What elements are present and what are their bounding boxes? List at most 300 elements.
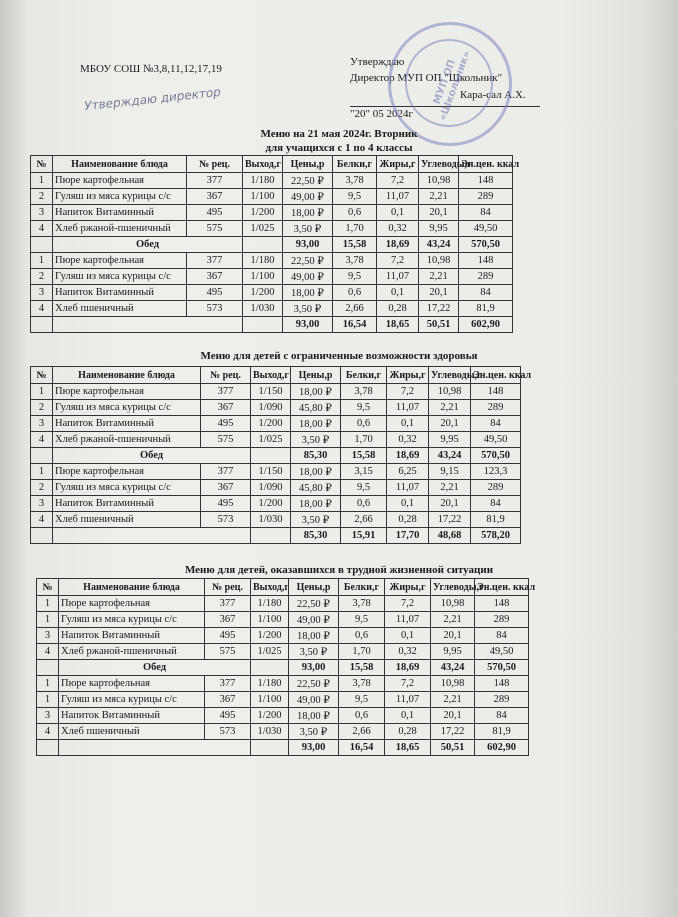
total-c: 50,51 <box>419 317 459 333</box>
column-header: № <box>31 156 53 173</box>
column-header: Белки,г <box>341 367 387 384</box>
dish-name: Напиток Витаминный <box>53 205 187 221</box>
dish-n: 4 <box>31 221 53 237</box>
dish-c: 2,21 <box>431 612 475 628</box>
dish-c: 2,21 <box>429 400 471 416</box>
dish-out: 1/030 <box>243 301 283 317</box>
total-c: 48,68 <box>429 528 471 544</box>
total-empty-cell <box>251 448 291 464</box>
dish-row <box>31 496 521 512</box>
total-empty-cell <box>37 660 59 676</box>
dish-rec: 495 <box>187 285 243 301</box>
section-caption-tzhs: Меню для детей, оказавшихся в трудной жизненной ситуации <box>184 564 494 576</box>
column-header: Белки,г <box>333 156 377 173</box>
total-p: 15,58 <box>339 660 385 676</box>
total-row <box>37 660 529 676</box>
dish-price: 49,00 ₽ <box>289 692 339 708</box>
dish-e: 148 <box>475 596 529 612</box>
dish-out: 1/150 <box>251 464 291 480</box>
total-empty-cell <box>251 528 291 544</box>
dish-p: 0,6 <box>339 708 385 724</box>
total-empty-cell <box>31 448 53 464</box>
dish-f: 11,07 <box>385 692 431 708</box>
dish-f: 11,07 <box>387 400 429 416</box>
stamp-text: МУП ОП «Школьник» <box>431 49 473 123</box>
dish-e: 289 <box>459 269 513 285</box>
dish-name: Хлеб пшеничный <box>53 512 201 528</box>
total-price: 85,30 <box>291 528 341 544</box>
dish-p: 3,78 <box>341 384 387 400</box>
dish-rec: 495 <box>201 416 251 432</box>
table-header-row <box>37 579 529 596</box>
column-header: № <box>37 579 59 596</box>
dish-out: 1/200 <box>251 628 289 644</box>
dish-price: 45,80 ₽ <box>291 480 341 496</box>
dish-price: 18,00 ₽ <box>283 205 333 221</box>
total-c: 50,51 <box>431 740 475 756</box>
dish-name: Пюре картофельная <box>59 676 205 692</box>
dish-price: 22,50 ₽ <box>289 676 339 692</box>
total-p: 16,54 <box>339 740 385 756</box>
total-label <box>59 740 251 756</box>
dish-name: Пюре картофельная <box>53 173 187 189</box>
dish-price: 3,50 ₽ <box>291 512 341 528</box>
total-e: 570,50 <box>471 448 521 464</box>
dish-out: 1/030 <box>251 512 291 528</box>
dish-out: 1/150 <box>251 384 291 400</box>
column-header: Углеводы,г <box>419 156 459 173</box>
dish-n: 1 <box>31 384 53 400</box>
total-label: Обед <box>53 448 251 464</box>
dish-row <box>31 432 521 448</box>
dish-price: 3,50 ₽ <box>283 301 333 317</box>
dish-e: 84 <box>471 416 521 432</box>
dish-price: 3,50 ₽ <box>291 432 341 448</box>
total-f: 18,69 <box>385 660 431 676</box>
column-header: Наименование блюда <box>53 367 201 384</box>
dish-f: 7,2 <box>387 384 429 400</box>
dish-rec: 573 <box>201 512 251 528</box>
dish-c: 20,1 <box>419 285 459 301</box>
dish-out: 1/100 <box>251 612 289 628</box>
approve-label: Утверждаю <box>350 56 405 68</box>
dish-c: 9,95 <box>431 644 475 660</box>
dish-row <box>31 285 513 301</box>
director-title: Директор МУП ОП "Школьник" <box>350 72 503 84</box>
column-header: Углеводы,г <box>429 367 471 384</box>
dish-f: 0,32 <box>385 644 431 660</box>
dish-row <box>37 644 529 660</box>
dish-c: 10,98 <box>429 384 471 400</box>
dish-p: 9,5 <box>339 692 385 708</box>
dish-p: 3,78 <box>333 253 377 269</box>
dish-rec: 575 <box>205 644 251 660</box>
dish-name: Хлеб пшеничный <box>59 724 205 740</box>
dish-rec: 367 <box>201 400 251 416</box>
dish-name: Хлеб ржаной-пшеничный <box>59 644 205 660</box>
total-empty-cell <box>37 740 59 756</box>
dish-e: 289 <box>471 480 521 496</box>
dish-p: 2,66 <box>333 301 377 317</box>
total-e: 602,90 <box>459 317 513 333</box>
dish-e: 289 <box>475 612 529 628</box>
dish-n: 2 <box>31 400 53 416</box>
dish-f: 0,32 <box>387 432 429 448</box>
total-c: 43,24 <box>431 660 475 676</box>
column-header: Выход,г <box>251 367 291 384</box>
dish-f: 7,2 <box>385 596 431 612</box>
dish-row <box>31 464 521 480</box>
dish-f: 0,1 <box>385 708 431 724</box>
dish-e: 81,9 <box>471 512 521 528</box>
dish-price: 18,00 ₽ <box>289 628 339 644</box>
dish-p: 3,78 <box>339 596 385 612</box>
dish-n: 1 <box>31 464 53 480</box>
total-empty-cell <box>243 317 283 333</box>
dish-p: 3,78 <box>333 173 377 189</box>
dish-n: 3 <box>31 285 53 301</box>
dish-name: Напиток Витаминный <box>53 416 201 432</box>
dish-c: 2,21 <box>419 269 459 285</box>
dish-c: 2,21 <box>429 480 471 496</box>
section-caption-ovz: Меню для детей с ограниченные возможности здоровья <box>200 350 478 362</box>
column-header: Наименование блюда <box>53 156 187 173</box>
dish-c: 9,95 <box>429 432 471 448</box>
dish-name: Напиток Витаминный <box>59 708 205 724</box>
dish-f: 0,1 <box>377 285 419 301</box>
total-label: Обед <box>53 237 243 253</box>
dish-out: 1/200 <box>251 708 289 724</box>
dish-n: 4 <box>31 512 53 528</box>
dish-price: 18,00 ₽ <box>291 416 341 432</box>
dish-f: 0,28 <box>387 512 429 528</box>
dish-p: 2,66 <box>339 724 385 740</box>
dish-f: 0,1 <box>377 205 419 221</box>
dish-out: 1/025 <box>243 221 283 237</box>
dish-rec: 377 <box>187 173 243 189</box>
dish-rec: 367 <box>201 480 251 496</box>
dish-price: 3,50 ₽ <box>289 644 339 660</box>
dish-p: 9,5 <box>341 480 387 496</box>
total-price: 93,00 <box>289 660 339 676</box>
column-header: Цены,р <box>283 156 333 173</box>
dish-rec: 495 <box>205 708 251 724</box>
dish-c: 10,98 <box>431 676 475 692</box>
dish-out: 1/100 <box>243 189 283 205</box>
total-e: 570,50 <box>459 237 513 253</box>
dish-e: 84 <box>475 628 529 644</box>
dish-p: 1,70 <box>339 644 385 660</box>
dish-rec: 575 <box>187 221 243 237</box>
dish-rec: 377 <box>187 253 243 269</box>
dish-rec: 367 <box>205 612 251 628</box>
dish-n: 1 <box>31 173 53 189</box>
dish-out: 1/180 <box>243 253 283 269</box>
dish-c: 10,98 <box>419 253 459 269</box>
dish-f: 0,32 <box>377 221 419 237</box>
dish-row <box>31 205 513 221</box>
dish-rec: 367 <box>187 269 243 285</box>
dish-p: 0,6 <box>339 628 385 644</box>
dish-row <box>31 269 513 285</box>
dish-n: 1 <box>37 676 59 692</box>
dish-rec: 575 <box>201 432 251 448</box>
dish-name: Хлеб ржаной-пшеничный <box>53 432 201 448</box>
dish-name: Гуляш из мяса курицы с/с <box>53 269 187 285</box>
dish-n: 2 <box>31 269 53 285</box>
dish-p: 1,70 <box>333 221 377 237</box>
column-header: Цены,р <box>291 367 341 384</box>
column-header: Выход,г <box>251 579 289 596</box>
dish-out: 1/180 <box>243 173 283 189</box>
dish-n: 1 <box>31 253 53 269</box>
dish-f: 11,07 <box>377 269 419 285</box>
table-header-row <box>31 156 513 173</box>
dish-c: 17,22 <box>429 512 471 528</box>
dish-rec: 377 <box>201 464 251 480</box>
dish-row <box>37 692 529 708</box>
column-header: № рец. <box>187 156 243 173</box>
dish-p: 9,5 <box>333 269 377 285</box>
dish-e: 49,50 <box>471 432 521 448</box>
column-header: Наименование блюда <box>59 579 205 596</box>
dish-row <box>31 173 513 189</box>
column-header: Жиры,г <box>385 579 431 596</box>
dish-out: 1/025 <box>251 432 291 448</box>
dish-p: 3,78 <box>339 676 385 692</box>
dish-out: 1/200 <box>243 205 283 221</box>
dish-price: 18,00 ₽ <box>291 496 341 512</box>
dish-p: 3,15 <box>341 464 387 480</box>
dish-row <box>37 708 529 724</box>
total-empty-cell <box>31 528 53 544</box>
dish-name: Гуляш из мяса курицы с/с <box>53 400 201 416</box>
dish-out: 1/025 <box>251 644 289 660</box>
dish-c: 20,1 <box>431 708 475 724</box>
dish-c: 2,21 <box>419 189 459 205</box>
dish-c: 10,98 <box>431 596 475 612</box>
dish-price: 49,00 ₽ <box>283 269 333 285</box>
dish-name: Пюре картофельная <box>53 384 201 400</box>
column-header: Эн.цен. ккал <box>475 579 529 596</box>
dish-p: 9,5 <box>341 400 387 416</box>
dish-f: 11,07 <box>387 480 429 496</box>
column-header: Эн.цен. ккал <box>471 367 521 384</box>
dish-p: 0,6 <box>341 496 387 512</box>
column-header: Жиры,г <box>377 156 419 173</box>
dish-out: 1/100 <box>243 269 283 285</box>
menu-title: Меню на 21 мая 2024г. Вторник <box>260 128 418 140</box>
total-e: 578,20 <box>471 528 521 544</box>
dish-p: 9,5 <box>339 612 385 628</box>
total-e: 602,90 <box>475 740 529 756</box>
dish-c: 20,1 <box>419 205 459 221</box>
total-row <box>31 237 513 253</box>
total-f: 18,65 <box>385 740 431 756</box>
dish-name: Гуляш из мяса курицы с/с <box>59 692 205 708</box>
dish-e: 84 <box>459 285 513 301</box>
dish-c: 17,22 <box>431 724 475 740</box>
dish-name: Пюре картофельная <box>53 253 187 269</box>
dish-e: 49,50 <box>475 644 529 660</box>
dish-rec: 495 <box>201 496 251 512</box>
dish-e: 148 <box>475 676 529 692</box>
total-f: 18,69 <box>387 448 429 464</box>
dish-row <box>37 596 529 612</box>
dish-row <box>31 253 513 269</box>
dish-p: 9,5 <box>333 189 377 205</box>
dish-row <box>31 416 521 432</box>
dish-row <box>31 400 521 416</box>
dish-c: 10,98 <box>419 173 459 189</box>
dish-e: 123,3 <box>471 464 521 480</box>
total-label: Обед <box>59 660 251 676</box>
menu-table-3 <box>36 578 536 756</box>
dish-n: 3 <box>31 496 53 512</box>
dish-c: 20,1 <box>429 496 471 512</box>
total-row <box>37 740 529 756</box>
total-row <box>31 448 521 464</box>
dish-p: 2,66 <box>341 512 387 528</box>
total-empty-cell <box>243 237 283 253</box>
dish-e: 84 <box>459 205 513 221</box>
dish-name: Хлеб ржаной-пшеничный <box>53 221 187 237</box>
dish-e: 148 <box>459 253 513 269</box>
dish-n: 1 <box>37 596 59 612</box>
total-p: 15,58 <box>333 237 377 253</box>
dish-name: Гуляш из мяса курицы с/с <box>59 612 205 628</box>
total-price: 93,00 <box>289 740 339 756</box>
menu-table-2 <box>30 366 532 544</box>
dish-f: 7,2 <box>377 173 419 189</box>
dish-c: 2,21 <box>431 692 475 708</box>
dish-f: 0,28 <box>377 301 419 317</box>
total-price: 85,30 <box>291 448 341 464</box>
dish-row <box>37 628 529 644</box>
dish-rec: 495 <box>187 205 243 221</box>
dish-row <box>37 724 529 740</box>
column-header: Жиры,г <box>387 367 429 384</box>
dish-e: 49,50 <box>459 221 513 237</box>
dish-n: 4 <box>37 644 59 660</box>
dish-price: 22,50 ₽ <box>289 596 339 612</box>
handwritten-signature: Утверждаю директор <box>83 84 222 114</box>
total-f: 18,65 <box>377 317 419 333</box>
dish-f: 6,25 <box>387 464 429 480</box>
dish-e: 148 <box>459 173 513 189</box>
total-empty-cell <box>251 660 289 676</box>
dish-price: 49,00 ₽ <box>289 612 339 628</box>
dish-f: 11,07 <box>377 189 419 205</box>
menu-subtitle: для учащихся с 1 по 4 классы <box>265 142 413 154</box>
total-price: 93,00 <box>283 237 333 253</box>
dish-price: 18,00 ₽ <box>283 285 333 301</box>
dish-n: 1 <box>37 612 59 628</box>
total-c: 43,24 <box>429 448 471 464</box>
approval-date: "20" 05 2024г <box>350 106 540 120</box>
column-header: № рец. <box>205 579 251 596</box>
dish-e: 289 <box>475 692 529 708</box>
menu-table-1 <box>30 155 520 333</box>
column-header: Углеводы,г <box>431 579 475 596</box>
dish-price: 18,00 ₽ <box>291 464 341 480</box>
dish-rec: 377 <box>201 384 251 400</box>
total-c: 43,24 <box>419 237 459 253</box>
dish-out: 1/030 <box>251 724 289 740</box>
dish-row <box>37 612 529 628</box>
dish-c: 9,15 <box>429 464 471 480</box>
dish-f: 0,28 <box>385 724 431 740</box>
dish-out: 1/200 <box>251 496 291 512</box>
dish-out: 1/100 <box>251 692 289 708</box>
dish-rec: 367 <box>205 692 251 708</box>
total-row <box>31 317 513 333</box>
dish-rec: 377 <box>205 596 251 612</box>
column-header: № рец. <box>201 367 251 384</box>
dish-name: Гуляш из мяса курицы с/с <box>53 480 201 496</box>
dish-n: 3 <box>37 708 59 724</box>
dish-row <box>31 480 521 496</box>
dish-p: 0,6 <box>333 285 377 301</box>
dish-price: 18,00 ₽ <box>289 708 339 724</box>
dish-e: 81,9 <box>475 724 529 740</box>
dish-n: 4 <box>37 724 59 740</box>
dish-rec: 367 <box>187 189 243 205</box>
total-row <box>31 528 521 544</box>
dish-row <box>31 189 513 205</box>
total-e: 570,50 <box>475 660 529 676</box>
dish-name: Пюре картофельная <box>53 464 201 480</box>
dish-n: 1 <box>37 692 59 708</box>
dish-price: 3,50 ₽ <box>289 724 339 740</box>
dish-out: 1/200 <box>251 416 291 432</box>
dish-row <box>31 301 513 317</box>
total-label <box>53 528 251 544</box>
total-f: 18,69 <box>377 237 419 253</box>
dish-e: 84 <box>471 496 521 512</box>
total-empty-cell <box>31 317 53 333</box>
dish-f: 0,1 <box>387 496 429 512</box>
dish-price: 22,50 ₽ <box>283 253 333 269</box>
dish-name: Гуляш из мяса курицы с/с <box>53 189 187 205</box>
dish-rec: 573 <box>187 301 243 317</box>
dish-f: 11,07 <box>385 612 431 628</box>
dish-c: 9,95 <box>419 221 459 237</box>
dish-name: Пюре картофельная <box>59 596 205 612</box>
dish-e: 84 <box>475 708 529 724</box>
school-name: МБОУ СОШ №3,8,11,12,17,19 <box>80 63 222 75</box>
column-header: Эн.цен. ккал <box>459 156 513 173</box>
dish-rec: 495 <box>205 628 251 644</box>
dish-e: 289 <box>471 400 521 416</box>
dish-out: 1/090 <box>251 400 291 416</box>
total-price: 93,00 <box>283 317 333 333</box>
total-empty-cell <box>31 237 53 253</box>
dish-row <box>37 676 529 692</box>
dish-price: 45,80 ₽ <box>291 400 341 416</box>
dish-f: 7,2 <box>385 676 431 692</box>
dish-name: Напиток Витаминный <box>59 628 205 644</box>
dish-name: Хлеб пшеничный <box>53 301 187 317</box>
dish-p: 0,6 <box>333 205 377 221</box>
dish-e: 81,9 <box>459 301 513 317</box>
dish-n: 2 <box>31 480 53 496</box>
dish-row <box>31 512 521 528</box>
dish-out: 1/180 <box>251 596 289 612</box>
total-p: 15,58 <box>341 448 387 464</box>
dish-c: 20,1 <box>429 416 471 432</box>
dish-name: Напиток Витаминный <box>53 285 187 301</box>
